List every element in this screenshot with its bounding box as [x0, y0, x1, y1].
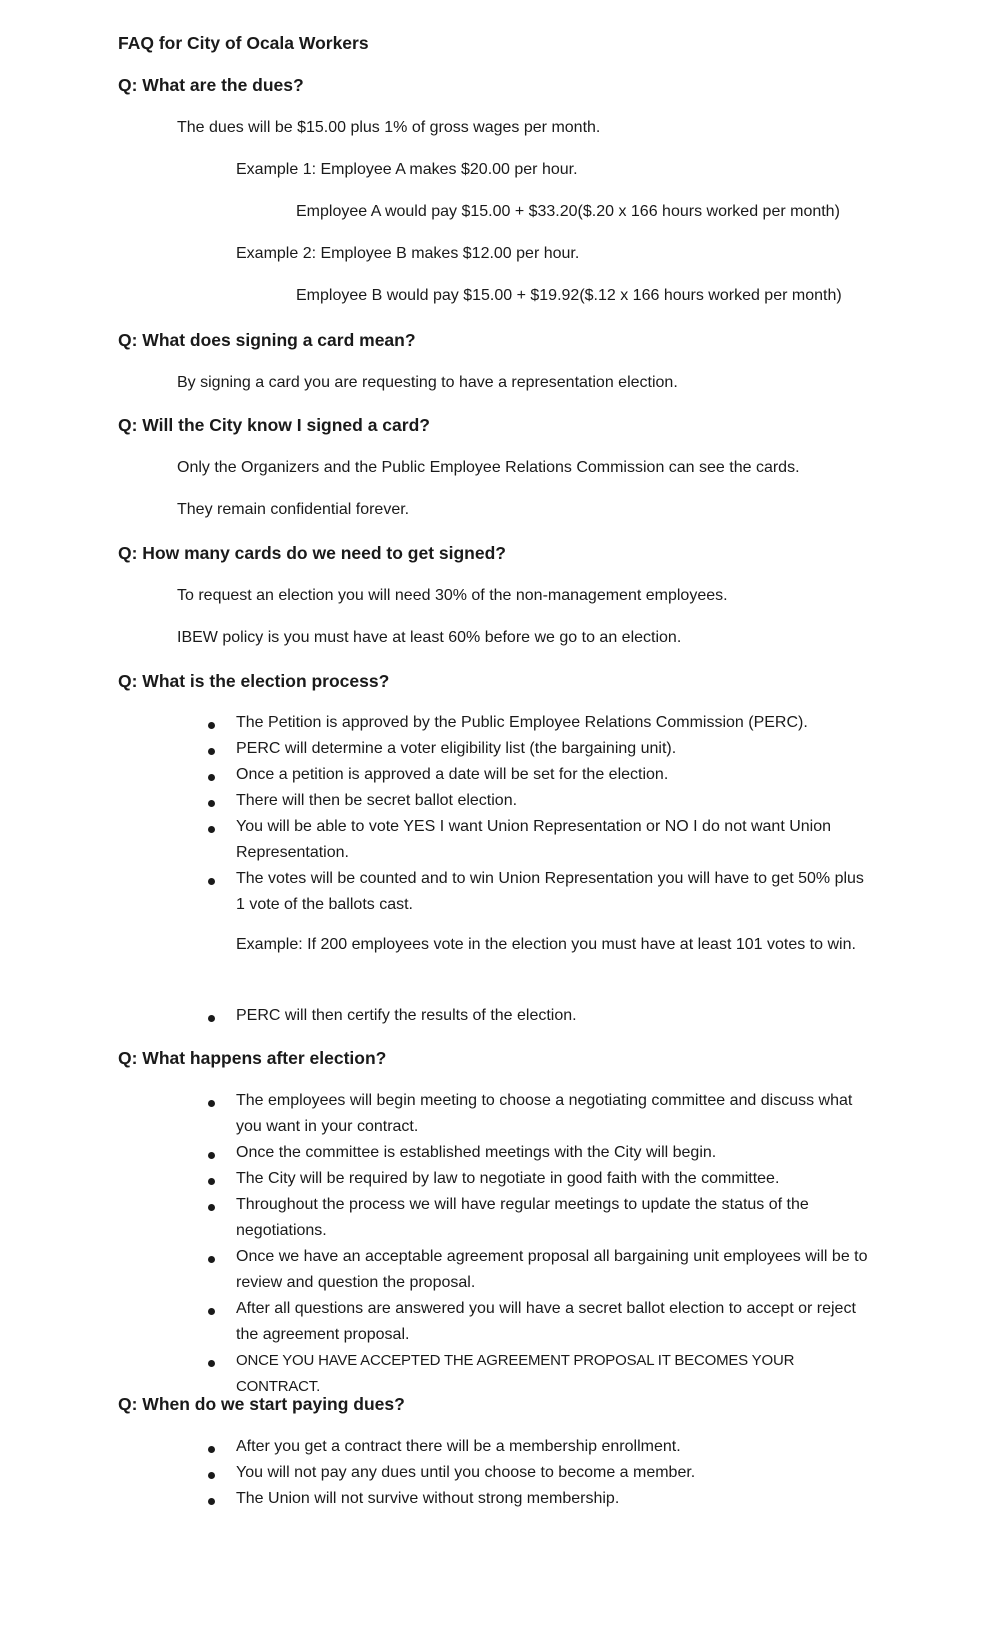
bullet-icon: [208, 878, 215, 885]
bullet-icon: [208, 1100, 215, 1107]
city-know-answer-2: They remain confidential forever.: [177, 501, 410, 518]
list-item: There will then be secret ballot election.: [236, 792, 518, 809]
bullet-icon: [208, 800, 215, 807]
how-many-answer-1: To request an election you will need 30% of the non-management employees.: [177, 587, 728, 604]
dues-example-2: Example 2: Employee B makes $12.00 per hour.: [236, 245, 580, 262]
bullet-icon: [208, 826, 215, 833]
list-item: You will be able to vote YES I want Union Representation or NO I do not want Union Representation.: [236, 818, 832, 861]
question-city-know: Q: Will the City know I signed a card?: [118, 415, 430, 435]
list-item: ONCE YOU HAVE ACCEPTED THE AGREEMENT PROPOSAL IT BECOMES YOUR CONTRACT.: [236, 1352, 795, 1395]
question-after-election: Q: What happens after election?: [118, 1048, 387, 1068]
bullet-icon: [208, 722, 215, 729]
bullet-icon: [208, 1015, 215, 1022]
election-example: Example: If 200 employees vote in the election you must have at least 101 votes to win.: [236, 936, 856, 953]
bullet-icon: [208, 1204, 215, 1211]
list-item: The City will be required by law to negotiate in good faith with the committee.: [236, 1170, 780, 1187]
question-signing: Q: What does signing a card mean?: [118, 330, 416, 350]
bullet-icon: [208, 774, 215, 781]
list-item: You will not pay any dues until you choose to become a member.: [236, 1464, 696, 1481]
dues-intro: The dues will be $15.00 plus 1% of gross wages per month.: [177, 119, 601, 136]
list-item: After you get a contract there will be a membership enrollment.: [236, 1438, 681, 1455]
question-paying-dues: Q: When do we start paying dues?: [118, 1394, 405, 1414]
document-title: FAQ for City of Ocala Workers: [118, 33, 369, 53]
list-item: Throughout the process we will have regular meetings to update the status of the negotiations.: [236, 1196, 809, 1239]
bullet-icon: [208, 1256, 215, 1263]
bullet-icon: [208, 748, 215, 755]
how-many-answer-2: IBEW policy is you must have at least 60% before we go to an election.: [177, 629, 682, 646]
list-item: After all questions are answered you will have a secret ballot election to accept or reject the agreement proposal.: [236, 1300, 856, 1343]
bullet-icon: [208, 1498, 215, 1505]
list-item: Once we have an acceptable agreement proposal all bargaining unit employees will be to review and question the proposal.: [236, 1248, 868, 1291]
list-item: Once the committee is established meetings with the City will begin.: [236, 1144, 717, 1161]
list-item: The Petition is approved by the Public Employee Relations Commission (PERC).: [236, 714, 808, 731]
dues-example-2-calc: Employee B would pay $15.00 + $19.92($.12 x 166 hours worked per month): [296, 287, 842, 304]
list-item: PERC will then certify the results of the election.: [236, 1007, 577, 1024]
city-know-answer-1: Only the Organizers and the Public Employee Relations Commission can see the cards.: [177, 459, 800, 476]
dues-example-1-calc: Employee A would pay $15.00 + $33.20($.20 x 166 hours worked per month): [296, 203, 840, 220]
bullet-icon: [208, 1446, 215, 1453]
bullet-icon: [208, 1360, 215, 1367]
question-dues: Q: What are the dues?: [118, 75, 304, 95]
question-election-process: Q: What is the election process?: [118, 671, 390, 691]
bullet-icon: [208, 1308, 215, 1315]
list-item: The Union will not survive without strong membership.: [236, 1490, 620, 1507]
bullet-icon: [208, 1152, 215, 1159]
list-item: PERC will determine a voter eligibility list (the bargaining unit).: [236, 740, 677, 757]
dues-example-1: Example 1: Employee A makes $20.00 per hour.: [236, 161, 578, 178]
bullet-icon: [208, 1178, 215, 1185]
list-item: Once a petition is approved a date will be set for the election.: [236, 766, 669, 783]
signing-answer: By signing a card you are requesting to have a representation election.: [177, 374, 678, 391]
list-item: The votes will be counted and to win Union Representation you will have to get 50% plus 1 vote of the ballots cast.: [236, 870, 864, 913]
question-how-many: Q: How many cards do we need to get signed?: [118, 543, 506, 563]
bullet-icon: [208, 1472, 215, 1479]
list-item: The employees will begin meeting to choose a negotiating committee and discuss what you want in your contract.: [236, 1092, 853, 1135]
